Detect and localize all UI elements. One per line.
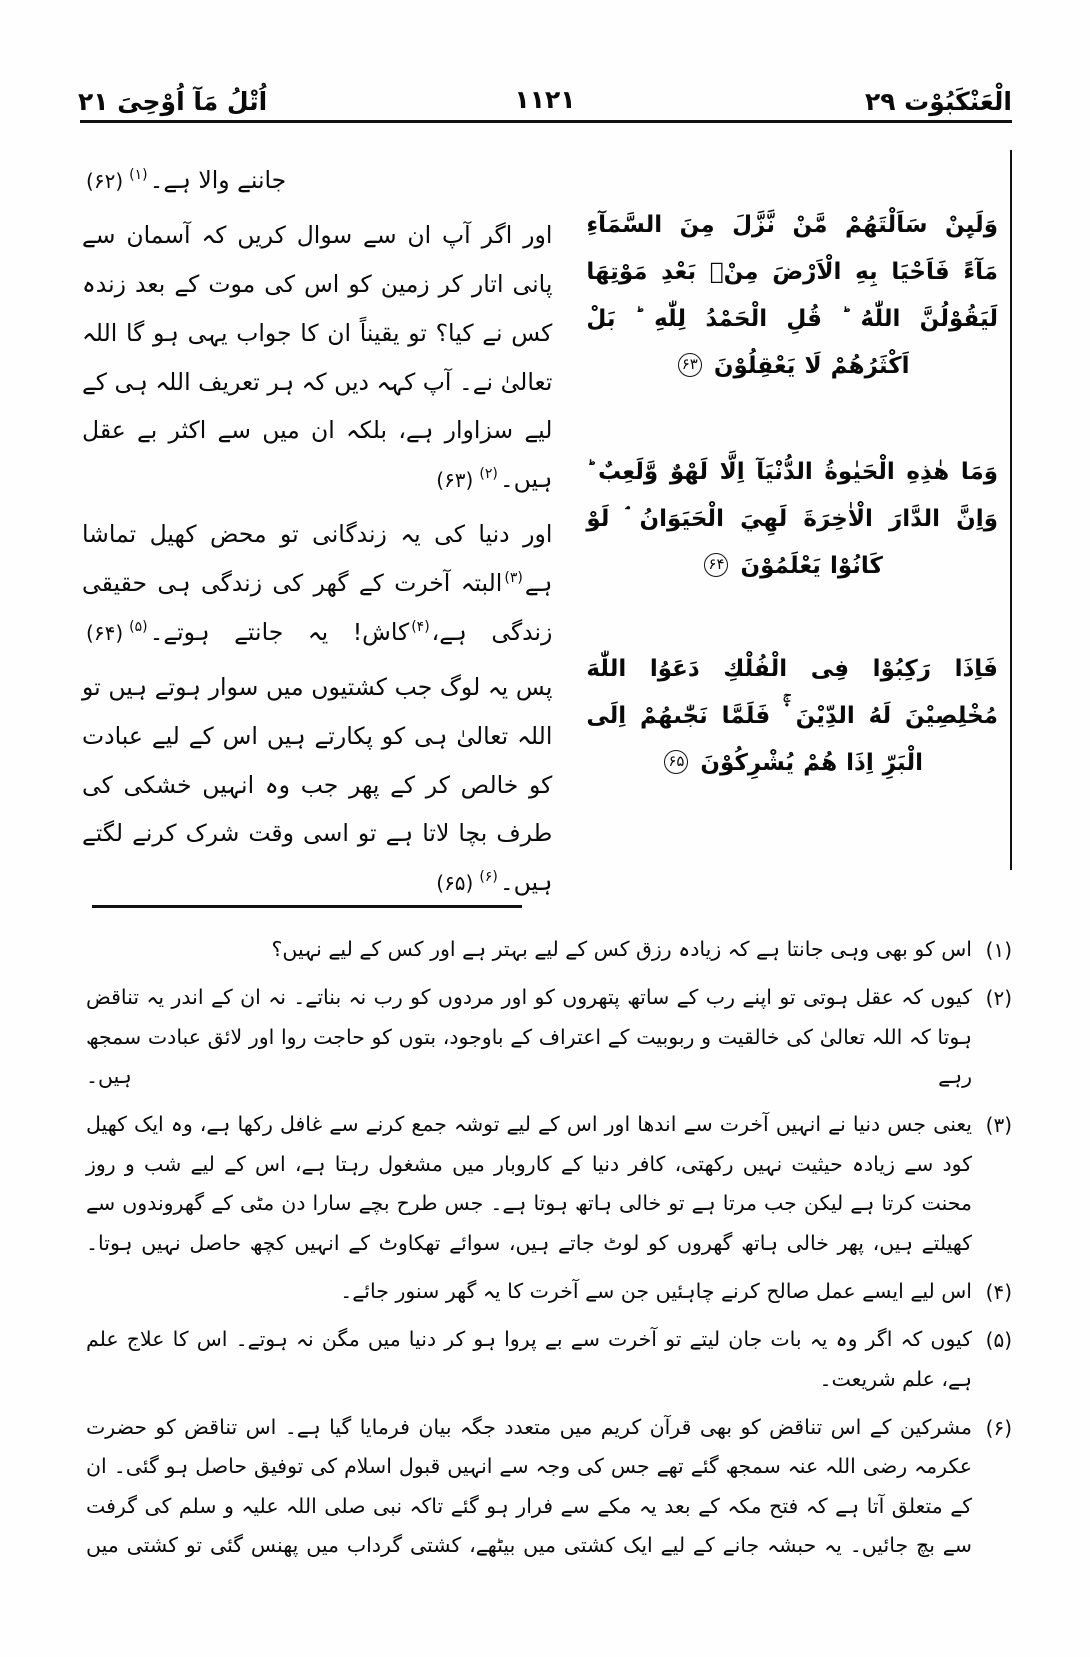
ayah-block xyxy=(586,202,998,391)
ayah-text: فَاِذَا رَكِبُوْا فِى الْفُلْكِ دَعَوُا اللّٰهَ مُخْلِصِيْنَ لَهُ الدِّيْنَ ۬ۚ فَلَمَّا نَجّٰىهُمْ اِلَى الْبَرِّ اِذَا هُمْ يُشْرِكُوْنَ xyxy=(586,655,998,777)
footnote-item xyxy=(86,1105,1012,1262)
footnote-marker: (۲) xyxy=(985,986,1012,1011)
ayah-text: وَلَىِٕنْ سَاَلْتَهُمْ مَّنْ نَّزَّلَ مِنَ السَّمَآءِ مَآءً فَاَحْيَا بِهِ الْاَرْضَ مِنْۢ بَعْدِ مَوْتِهَا لَيَقُوْلُنَّ اللّٰهُ ؕ قُلِ الْحَمْدُ لِلّٰهِ ؕ بَلْ اَكْثَرُهُمْ لَا يَعْقِلُوْنَ xyxy=(586,212,998,380)
footnote-marker: (۵) xyxy=(985,1328,1012,1353)
footnote-text: کیوں کہ اگر وہ یہ بات جان لیتے تو آخرت سے بے پروا ہو کر دنیا میں مگن نہ ہوتے۔ اس کا علاج علم ہے، علم شریعت۔ xyxy=(86,1327,972,1391)
urdu-paragraph xyxy=(82,156,552,205)
footnote-marker: (۱) xyxy=(985,938,1012,962)
footnote-ref: (۱) xyxy=(129,167,148,183)
footnote-text: کیوں کہ عقل ہوتی تو اپنے رب کے ساتھ پتھروں کو اور مردوں کو رب نہ بناتے۔ نہ ان کے اندر یہ تناقض ہوتا کہ اللہ تعالیٰ کی خالقیت و ربوبیت کے اعتراف کے باوجود، بتوں کو حاجت روا اور لائق عبادت سمجھ رہے ہیں۔ xyxy=(86,985,972,1089)
arabic-column xyxy=(568,150,1012,870)
ayah-number: ۶۳ xyxy=(678,353,702,377)
urdu-paragraph xyxy=(82,211,552,504)
urdu-text: اور اگر آپ ان سے سوال کریں کہ آسمان سے پانی اتار کر زمین کو اس کی موت کے بعد زندہ کس نے کیا؟ تو یقیناً ان کا جواب یہی ہو گا اللہ تعالیٰ نے۔ آپ کہہ دیں کہ ہر تعریف اللہ ہی کے لیے سزاوار ہے، بلکہ ان میں سے اکثر بے عقل ہیں۔ xyxy=(82,220,553,494)
footnote-divider xyxy=(92,905,522,908)
footnote-ref: (۶) xyxy=(479,869,498,886)
urdu-text: اور دنیا کی یہ زندگانی تو محض کھیل تماشا ہے xyxy=(82,520,553,597)
footnote-marker: (۴) xyxy=(985,1279,1012,1304)
verse-number: (۶۲) xyxy=(86,169,124,193)
urdu-paragraph xyxy=(82,663,552,907)
urdu-text-3: کاش! یہ جانتے ہوتے۔ xyxy=(149,617,410,646)
verse-number: (۶۳) xyxy=(436,468,474,493)
ayah-text: وَمَا هٰذِهِ الْحَيٰوةُ الدُّنْيَآ اِلَّا لَهْوٌ وَّلَعِبٌ ؕ وَاِنَّ الدَّارَ الْاٰخِرَةَ لَهِيَ الْحَيَوَانُ ۘ لَوْ كَانُوْا يَعْلَمُوْنَ xyxy=(586,458,998,579)
urdu-text: جاننے والا ہے۔ xyxy=(149,166,287,194)
footnote-marker: (۳) xyxy=(985,1113,1012,1138)
running-head-surah-title: الْعَنْکَبُوْت ۲۹ xyxy=(864,87,1012,116)
urdu-paragraph xyxy=(82,510,552,657)
ayah-block xyxy=(586,449,998,590)
body-columns xyxy=(78,150,1012,897)
footnote-ref: (۴) xyxy=(411,618,430,635)
urdu-text-2: البتہ آخرت کے گھر کی زندگی ہی حقیقی زندگی ہے، xyxy=(82,569,553,646)
footnote-item xyxy=(86,1320,1012,1399)
verse-number: (۶۵) xyxy=(436,871,474,896)
footnote-ref: (۳) xyxy=(504,570,523,586)
footnote-list xyxy=(86,930,1012,1574)
urdu-text: پس یہ لوگ جب کشتیوں میں سوار ہوتے ہیں تو اللہ تعالیٰ ہی کو پکارتے ہیں اس کے لیے عبادت کو خالص کر کے پھر جب وہ انہیں خشکی کی طرف بچا لاتا ہے تو اسی وقت شرک کرنے لگتے ہیں۔ xyxy=(82,672,553,897)
running-head xyxy=(78,68,1012,114)
running-head-para-title: اُتْلُ مَآ اُوْحِیَ ۲۱ xyxy=(78,87,268,116)
footnote-item xyxy=(86,930,1012,969)
footnote-text: اس کو بھی وہی جانتا ہے کہ زیادہ رزق کس کے لیے بہتر ہے اور کس کے لیے نہیں؟ xyxy=(271,937,972,961)
footnote-item xyxy=(86,978,1012,1096)
footnote-text: مشرکین کے اس تناقض کو بھی قرآن کریم میں متعدد جگہ بیان فرمایا گیا ہے۔ اس تناقض کو حضرت عکرمہ رضی اللہ عنہ سمجھ گئے تھے جس کی وجہ سے انہیں قبول اسلام کی توفیق حاصل ہو گئی۔ ان کے متعلق آتا ہے کہ فتح مکہ کے بعد یہ مکے سے فرار ہو گئے تاکہ نبی صلی اللہ علیہ و سلم کی گرفت سے بچ جائیں۔ یہ حبشہ جانے کے لیے ایک کشتی میں بیٹھے، کشتی گرداب میں پھنس گئی تو کشتی میں xyxy=(86,1415,972,1558)
footnote-item xyxy=(86,1272,1012,1311)
ayah-number: ۶۵ xyxy=(664,750,688,774)
footnote-ref: (۵) xyxy=(129,618,148,635)
footnote-marker: (۶) xyxy=(985,1416,1012,1441)
ayah-number: ۶۴ xyxy=(704,553,728,577)
header-divider xyxy=(80,120,1012,123)
ayah-block xyxy=(586,646,998,787)
page-number: ۱۱۲۱ xyxy=(514,85,576,114)
urdu-translation-column xyxy=(78,150,568,897)
footnote-text: یعنی جس دنیا نے انہیں آخرت سے اندھا اور اس کے لیے توشہ جمع کرنے سے غافل رکھا ہے، وہ ایک کھیل کود سے زیادہ حیثیت نہیں رکھتی، کافر دنیا کے کاروبار میں مشغول رہتا ہے، اس کے لیے شب و روز محنت کرتا ہے لیکن جب مرتا ہے تو خالی ہاتھ ہوتا ہے۔ جس طرح بچے سارا دن مٹی کے گھروندوں سے کھیلتے ہیں، پھر خالی ہاتھ گھروں کو لوٹ جاتے ہیں، سوائے تھکاوٹ کے انہیں کچھ حاصل نہیں ہوتا۔ xyxy=(86,1112,972,1255)
footnote-ref: (۲) xyxy=(479,466,498,483)
verse-number: (۶۴) xyxy=(86,620,124,645)
footnote-text: اس لیے ایسے عمل صالح کرنے چاہئیں جن سے آخرت کا یہ گھر سنور جائے۔ xyxy=(340,1278,972,1303)
footnote-item xyxy=(86,1408,1012,1565)
